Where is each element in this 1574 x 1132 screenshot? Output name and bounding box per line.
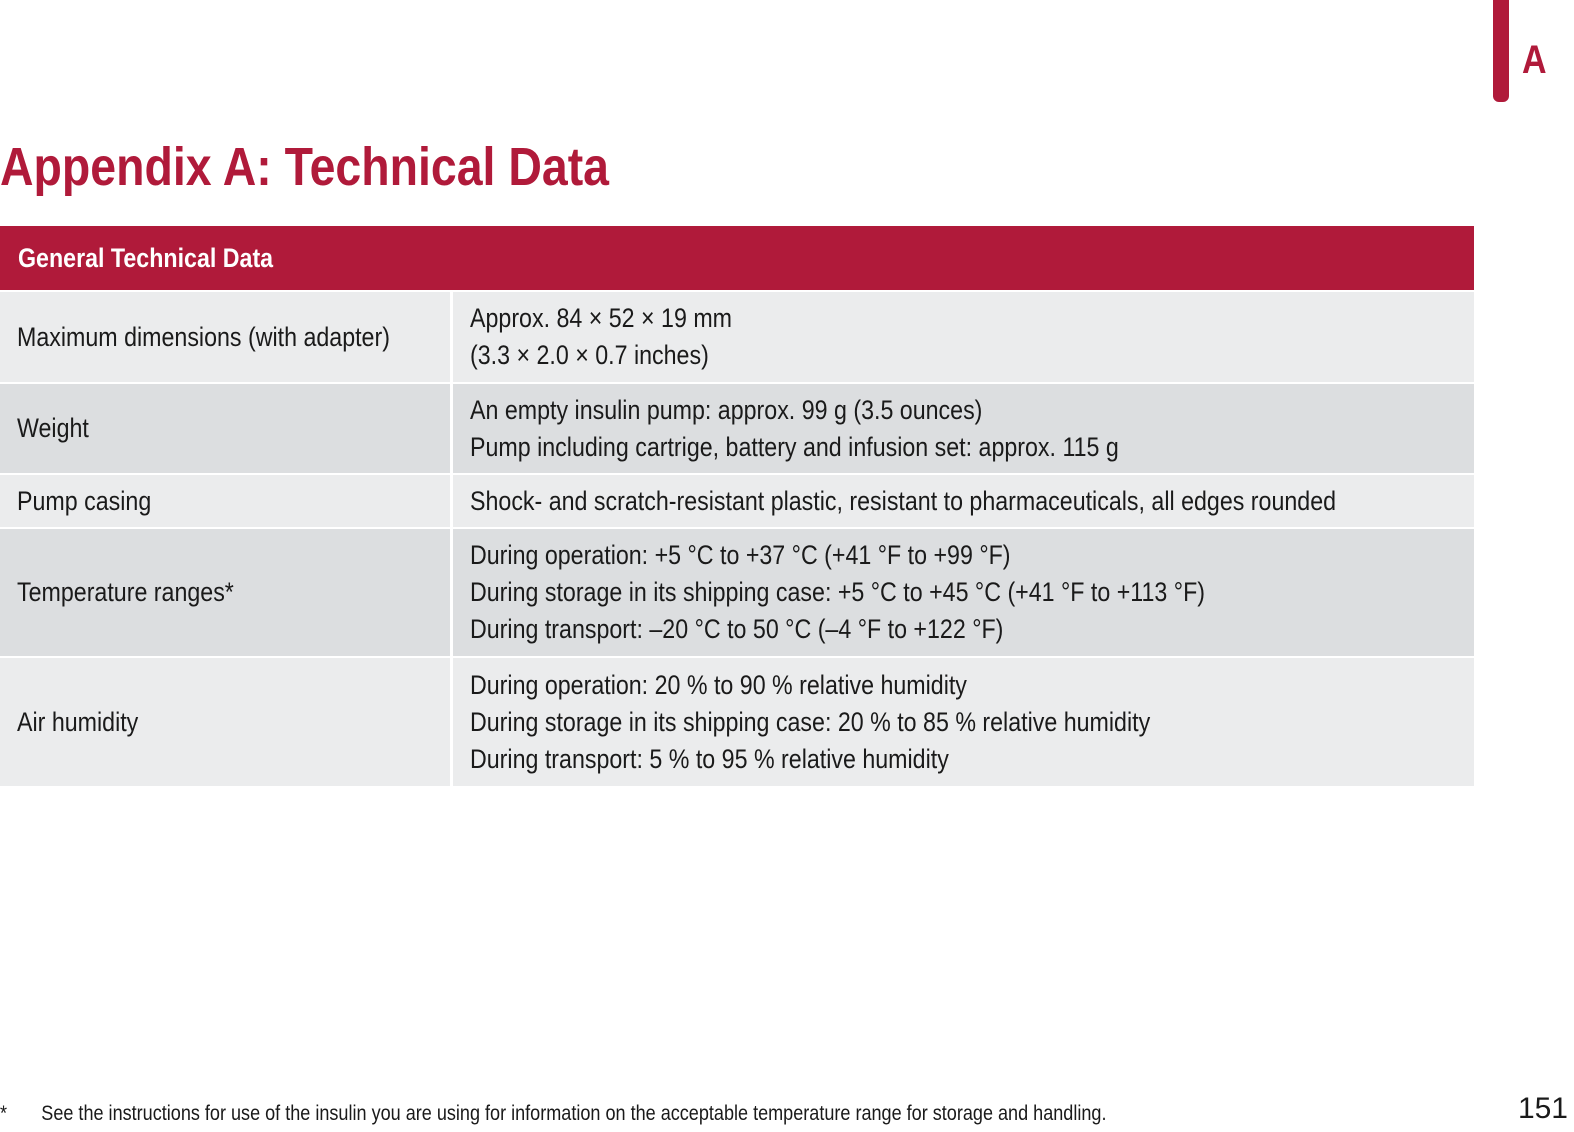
row-label bbox=[0, 528, 451, 657]
table-row bbox=[0, 657, 1474, 786]
row-value-line: Approx. 84 × 52 × 19 mm bbox=[469, 303, 732, 333]
row-value bbox=[451, 657, 1474, 786]
row-label-text: Pump casing bbox=[17, 485, 152, 516]
row-value-line: During operation: +5 °C to +37 °C (+41 °F to +99 °F) bbox=[469, 540, 1011, 570]
row-label-text: Maximum dimensions (with adapter) bbox=[17, 321, 390, 352]
table-header bbox=[0, 226, 1474, 291]
table-row bbox=[0, 383, 1474, 474]
row-label bbox=[0, 291, 451, 383]
page-number: 151 bbox=[1517, 1092, 1568, 1125]
chapter-tab-letter: A bbox=[1522, 38, 1547, 82]
table-row bbox=[0, 291, 1474, 383]
footnote-text: See the instructions for use of the insulin you are using for information on the acceptable temperature range for storage and handling. bbox=[41, 1102, 1107, 1125]
table-row bbox=[0, 474, 1474, 528]
row-label bbox=[0, 474, 451, 528]
row-label-text: Weight bbox=[17, 413, 89, 443]
row-value-line: During transport: –20 °C to 50 °C (–4 °F to +122 °F) bbox=[469, 614, 1003, 644]
row-label-text: Temperature ranges* bbox=[17, 577, 234, 607]
row-label bbox=[0, 383, 451, 474]
row-value-line: (3.3 × 2.0 × 0.7 inches) bbox=[469, 340, 709, 370]
row-value bbox=[451, 291, 1474, 383]
footnote bbox=[0, 1102, 1106, 1126]
footnote-marker: * bbox=[0, 1102, 8, 1125]
technical-data-table bbox=[0, 226, 1474, 786]
row-value-line: During storage in its shipping case: 20 % to 85 % relative humidity bbox=[469, 706, 1150, 737]
row-value-line: Pump including cartrige, battery and infusion set: approx. 115 g bbox=[469, 431, 1119, 462]
table-header-label: General Technical Data bbox=[18, 242, 274, 273]
row-value bbox=[451, 474, 1474, 528]
row-value-line: An empty insulin pump: approx. 99 g (3.5 ounces) bbox=[469, 394, 982, 425]
table-header-row bbox=[0, 226, 1474, 291]
row-value-line: During operation: 20 % to 90 % relative humidity bbox=[469, 669, 967, 700]
table-row bbox=[0, 528, 1474, 657]
row-value bbox=[451, 383, 1474, 474]
row-value bbox=[451, 528, 1474, 657]
row-value-line: During transport: 5 % to 95 % relative humidity bbox=[469, 743, 949, 774]
row-label-text: Air humidity bbox=[17, 706, 139, 737]
row-value-line: Shock- and scratch-resistant plastic, resistant to pharmaceuticals, all edges rounded bbox=[469, 485, 1336, 516]
row-value-line: During storage in its shipping case: +5 °C to +45 °C (+41 °F to +113 °F) bbox=[469, 577, 1205, 607]
chapter-tab-marker bbox=[1493, 0, 1509, 102]
row-label bbox=[0, 657, 451, 786]
page-title: Appendix A: Technical Data bbox=[0, 137, 609, 197]
